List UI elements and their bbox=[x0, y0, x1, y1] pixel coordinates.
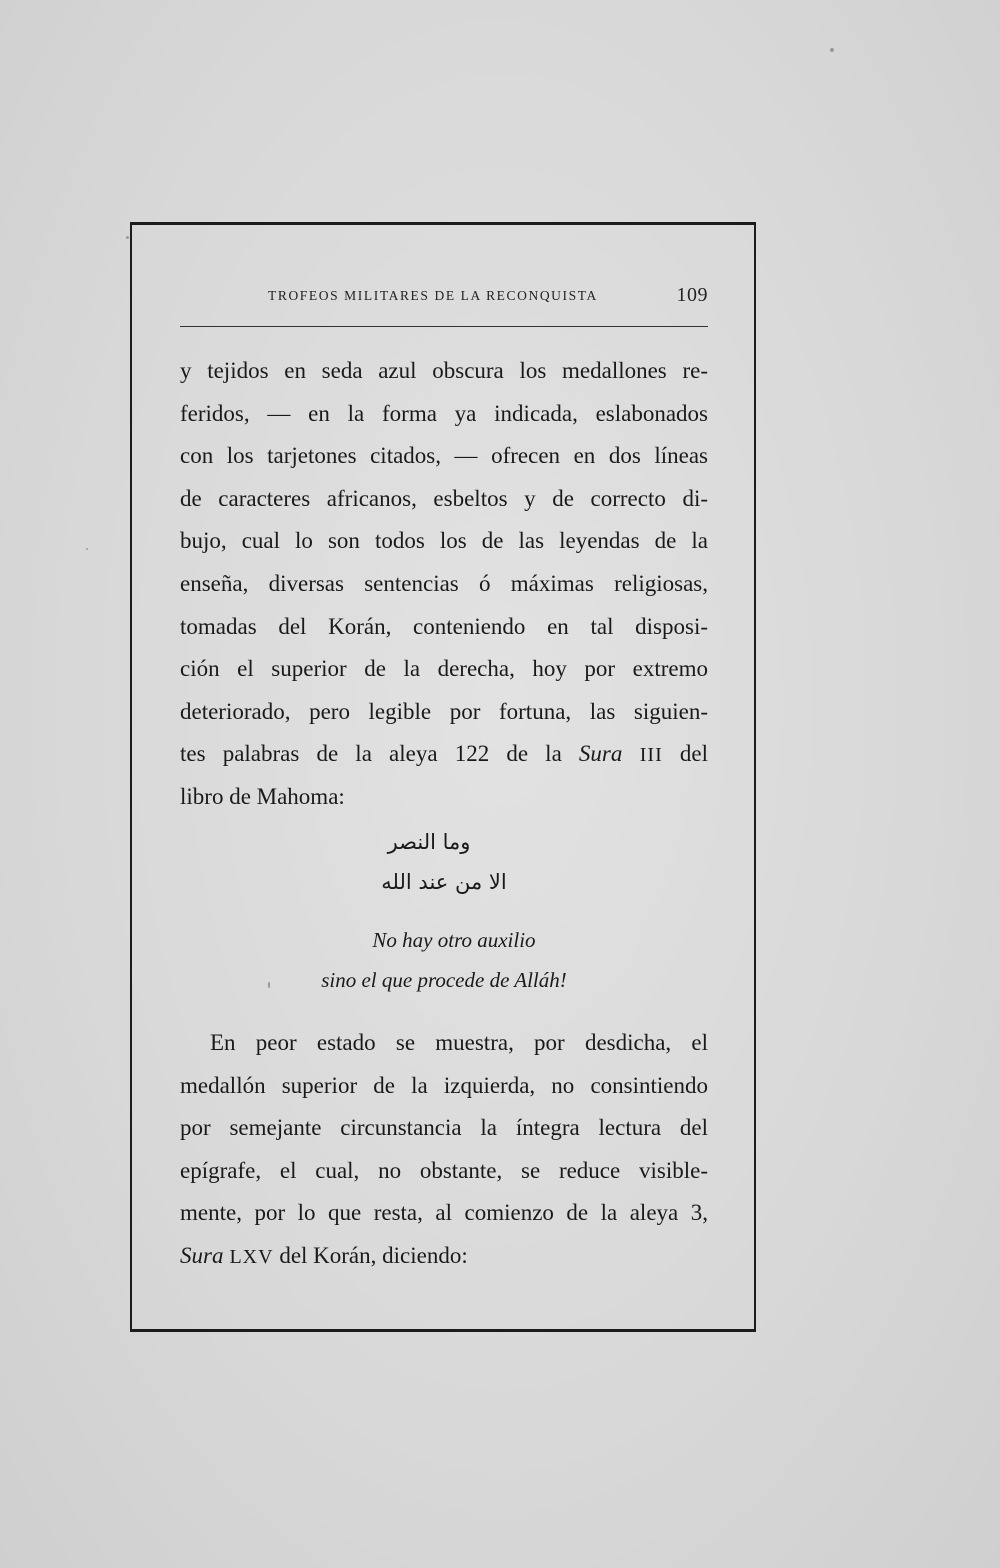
arabic-line: الا من عند الله bbox=[381, 870, 507, 894]
header-rule bbox=[180, 326, 708, 327]
text-line: enseña, diversas sentencias ó máximas religiosas, bbox=[180, 570, 708, 596]
sura-word: Sura bbox=[180, 1242, 224, 1268]
text-line: epígrafe, el cual, no obstante, se reduce visible- bbox=[180, 1157, 708, 1183]
text-segment: del bbox=[662, 741, 708, 767]
text-line: En peor estado se muestra, por desdicha, el bbox=[210, 1030, 708, 1055]
sura-number: LXV bbox=[223, 1245, 274, 1268]
sura-number: III bbox=[622, 744, 663, 767]
translation-line: No hay otro auxilio bbox=[372, 928, 536, 952]
text-line: medallón superior de la izquierda, no consintiendo bbox=[180, 1072, 708, 1098]
text-line: con los tarjetones citados, — ofrecen en dos líneas bbox=[180, 443, 708, 469]
text-line: tomadas del Korán, conteniendo en tal disposi- bbox=[180, 613, 708, 639]
paper-speck bbox=[830, 48, 834, 52]
paper-speck bbox=[268, 982, 270, 988]
text-line: y tejidos en seda azul obscura los medallones re- bbox=[180, 358, 708, 383]
arabic-line: وما النصر bbox=[387, 830, 471, 854]
paper-speck bbox=[86, 548, 88, 550]
text-line: feridos, — en la forma ya indicada, eslabonados bbox=[180, 400, 708, 426]
page-number: 109 bbox=[676, 284, 708, 306]
paragraph-2 bbox=[180, 1022, 708, 1278]
text-line: de caracteres africanos, esbeltos y de correcto di- bbox=[180, 485, 708, 511]
running-title: TROFEOS MILITARES DE LA RECONQUISTA bbox=[268, 288, 598, 303]
text-line: mente, por lo que resta, al comienzo de la aleya 3, bbox=[180, 1200, 708, 1226]
paper-speck bbox=[126, 236, 129, 239]
text-line: libro de Mahoma: bbox=[180, 783, 345, 809]
text-segment: del Korán, diciendo: bbox=[273, 1242, 468, 1268]
paragraph-1 bbox=[180, 350, 708, 819]
text-line: deteriorado, pero legible por fortuna, las siguien- bbox=[180, 698, 708, 724]
arabic-inscription bbox=[180, 822, 708, 902]
text-line: por semejante circunstancia la íntegra lectura del bbox=[180, 1115, 708, 1141]
text-segment: tes palabras de la aleya 122 de la bbox=[180, 741, 579, 767]
running-head bbox=[180, 284, 708, 310]
text-line bbox=[180, 1235, 708, 1278]
text-line bbox=[180, 733, 708, 776]
translation-line: sino el que procede de Alláh! bbox=[321, 968, 567, 992]
text-line: bujo, cual lo son todos los de las leyendas de la bbox=[180, 528, 708, 554]
text-line: ción el superior de la derecha, hoy por extremo bbox=[180, 656, 708, 682]
translation bbox=[180, 920, 708, 1000]
sura-word: Sura bbox=[578, 741, 623, 767]
